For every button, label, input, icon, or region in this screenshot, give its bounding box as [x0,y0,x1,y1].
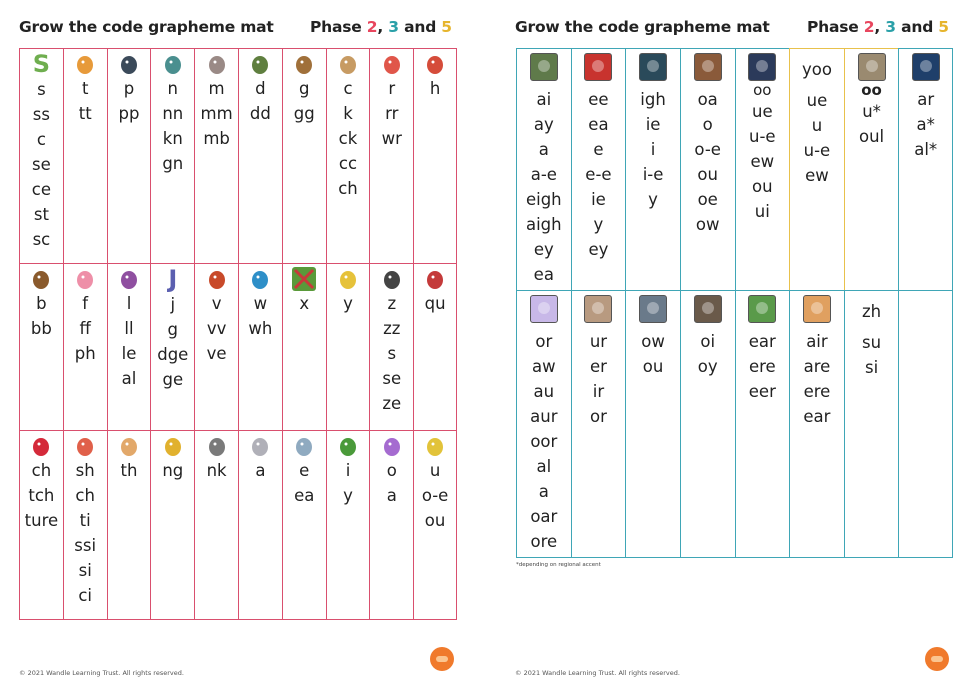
grapheme-grid-left [19,48,457,620]
grapheme: ee [588,90,609,109]
copyright: © 2021 Wandle Learning Trust. All rights reserved. [19,669,184,677]
grapheme: l [126,294,132,313]
grapheme: sh [75,461,95,480]
grapheme: ea [533,265,554,284]
grapheme: t [81,79,89,98]
grapheme: ere [803,382,831,401]
grapheme: h [429,79,441,98]
grapheme: al* [914,140,938,159]
grapheme: ss [32,105,50,124]
grapheme: ear [748,332,776,351]
grapheme: ew [805,166,829,185]
grapheme: ng [162,461,184,480]
iguana-icon [336,434,360,458]
grapheme: oi [700,332,716,351]
grapheme: oy [697,357,718,376]
goat-icon [292,52,316,76]
grapheme: st [33,205,49,224]
grapheme: u [811,116,823,135]
grapheme: ch [338,179,358,198]
grapheme: sc [32,230,51,249]
coin-icon [694,295,722,323]
lighthouse-icon [639,53,667,81]
thumbs-up-icon [117,434,141,458]
grapheme: ue [806,91,828,110]
grapheme: a* [916,115,935,134]
grapheme-cell [326,430,370,620]
grapheme: f [82,294,89,313]
grapheme: th [120,461,138,480]
grapheme: e [593,140,604,159]
grapheme: ce [31,180,52,199]
grapheme: si [864,358,879,377]
grapheme: ea [294,486,315,505]
grapheme: s [387,344,397,363]
grapheme-heading: zh [862,302,882,321]
grapheme: ti [79,511,91,530]
grapheme: ere [748,357,776,376]
grapheme: o-e [694,140,721,159]
wave-icon [248,267,272,291]
grapheme: ie [591,190,606,209]
queen-icon [423,267,447,291]
grapheme: er [589,357,607,376]
yoyo-icon [336,267,360,291]
camel-icon [336,52,360,76]
grapheme: au [533,382,555,401]
grapheme: ou [642,357,664,376]
grapheme: wr [381,129,402,148]
grapheme-cell [282,263,326,430]
zebra-icon [380,267,404,291]
page-title: Grow the code grapheme mat [515,18,770,36]
grapheme-cell [625,290,680,558]
duck-icon [248,52,272,76]
grapheme: se [32,155,51,174]
right-page [486,0,972,681]
grapheme-cell [735,290,790,558]
grapheme: u-e [803,141,831,160]
grapheme: w [253,294,268,313]
grapheme-cell [19,430,63,620]
grapheme: c [36,130,46,149]
grapheme-cell [898,48,953,290]
grapheme-cell [625,48,680,290]
grapheme: ck [338,129,358,148]
grapheme-cell [516,290,571,558]
umbrella-icon [423,434,447,458]
bear-icon [29,267,53,291]
grapheme: g [167,320,179,339]
octopus-icon [380,434,404,458]
grapheme: nk [206,461,227,480]
grapheme: nn [162,104,184,123]
net-icon [161,52,185,76]
grapheme: oor [530,432,558,451]
grapheme: or [589,407,607,426]
grapheme: b [36,294,47,313]
grapheme-cell [282,430,326,620]
grapheme: ey [533,240,554,259]
grapheme: ur [589,332,608,351]
grapheme-heading: oo [861,81,882,99]
grapheme: i-e [642,165,664,184]
grapheme: aigh [525,215,562,234]
grapheme: tt [78,104,92,123]
grapheme-cell [19,48,63,263]
grapheme: si [78,561,92,580]
rainbow-icon [380,52,404,76]
grapheme: a [386,486,397,505]
elephant-icon [292,434,316,458]
grapheme: ci [78,586,93,605]
grapheme: vv [206,319,227,338]
grapheme: or [535,332,553,351]
grapheme: al [121,369,137,388]
grapheme: le [121,344,137,363]
grapheme: ou [752,177,773,196]
grapheme: o [386,461,397,480]
grapheme-cell [571,48,626,290]
grapheme: kn [162,129,183,148]
grapheme: y [343,294,353,313]
grapheme: oa [697,90,718,109]
book-stand-icon [858,53,886,81]
grapheme: ch [75,486,95,505]
accent-note: *depending on regional accent [516,562,601,568]
grapheme: a-e [530,165,557,184]
grapheme: ir [592,382,605,401]
grapheme-cell [63,48,107,263]
grapheme: ge [162,370,184,389]
grapheme: are [803,357,831,376]
grapheme: o-e [421,486,449,505]
grapheme: eer [748,382,776,401]
grapheme: ff [79,319,91,338]
grapheme-cell [150,48,194,263]
grapheme: e-e [585,165,612,184]
cherries-icon [29,434,53,458]
grapheme: o [702,115,713,134]
grapheme: ve [206,344,227,363]
grapheme: i [345,461,351,480]
grapheme-cell [680,290,735,558]
hair-icon [803,295,831,323]
grapheme-cell [107,430,151,620]
grapheme: ey [588,240,609,259]
helicopter-icon [423,52,447,76]
grapheme: n [167,79,179,98]
phase-label: Phase 2, 3 and 5 [310,18,452,36]
grapheme-cell [789,48,844,290]
grapheme-cell [107,48,151,263]
grapheme: eigh [525,190,562,209]
grapheme-cell [63,430,107,620]
grapheme: m [208,79,225,98]
grapheme-cell [369,263,413,430]
owl-icon [639,295,667,323]
grapheme-cell [680,48,735,290]
grapheme: air [806,332,828,351]
sink-icon [205,434,229,458]
boat-icon [694,53,722,81]
grapheme: ze [382,394,402,413]
grapheme: ph [74,344,96,363]
ear-icon [748,295,776,323]
grapheme: ow [695,215,720,234]
phase-label: Phase 2, 3 and 5 [807,18,949,36]
grapheme-cell [107,263,151,430]
grapheme: v [211,294,222,313]
grapheme: g [298,79,310,98]
grapheme-cell [326,48,370,263]
grapheme-cell [571,290,626,558]
grapheme: cc [338,154,358,173]
grapheme: ai [536,90,552,109]
grapheme: ou [424,511,446,530]
grapheme-cell [516,48,571,290]
grapheme: r [388,79,396,98]
grapheme-cell [413,48,457,263]
grapheme-cell [194,48,238,263]
grapheme-cell [413,263,457,430]
grapheme: u [429,461,441,480]
grapheme-cell [194,430,238,620]
grapheme: y [648,190,658,209]
grapheme: dd [249,104,271,123]
grapheme: u* [862,102,881,121]
grapheme: c [343,79,353,98]
grapheme: u-e [749,127,776,146]
grapheme-cell [238,48,282,263]
grapheme-cell [19,263,63,430]
grapheme: tch [28,486,55,505]
grapheme: ea [588,115,609,134]
grapheme-cell [194,263,238,430]
grapheme: qu [424,294,446,313]
grapheme: zz [383,319,401,338]
grapheme: ear [803,407,831,426]
grapheme: k [343,104,353,123]
grapheme: ow [641,332,665,351]
grapheme: rr [385,104,399,123]
box-x-icon [292,267,316,291]
grapheme: s [37,80,46,99]
grapheme-cell [238,430,282,620]
tiger-icon [73,52,97,76]
grapheme: gn [162,154,184,173]
grapheme: ue [752,102,773,121]
j-letter-icon: J [168,265,178,293]
grapheme-cell [369,48,413,263]
grapheme-heading: yoo [801,60,832,79]
grapheme: a [538,482,549,501]
grapheme: mm [200,104,233,123]
grapheme: oul [858,127,885,146]
flamingo-icon [73,267,97,291]
grapheme: dge [157,345,189,364]
grapheme: y [343,486,353,505]
grapheme: gg [293,104,315,123]
grapheme-grid-right [516,48,953,558]
grapheme: oar [530,507,558,526]
grapheme-cell [735,48,790,290]
grapheme-cell [898,290,953,558]
grapheme: a [255,461,266,480]
grapheme: a [538,140,549,159]
grapheme-cell [150,263,194,430]
grapheme: oe [697,190,718,209]
grapheme: ie [645,115,661,134]
grapheme: y [593,215,604,234]
car-icon [584,53,612,81]
grapheme: pp [118,104,140,123]
grapheme: su [862,333,882,352]
grapheme: wh [248,319,273,338]
grapheme: x [299,294,310,313]
grapheme: al [536,457,552,476]
fur-icon [584,295,612,323]
grapheme: z [387,294,397,313]
grapheme: e [299,461,310,480]
grapheme: ay [533,115,554,134]
moon-icon [748,53,776,81]
grapheme-cell [789,290,844,558]
grapheme-cell [326,263,370,430]
page-title: Grow the code grapheme mat [19,18,274,36]
snail-icon [530,53,558,81]
grapheme-cell [844,290,899,558]
ring-icon [161,434,185,458]
grapheme: igh [640,90,666,109]
grapheme-cell [63,263,107,430]
copyright: © 2021 Wandle Learning Trust. All rights reserved. [515,669,680,677]
grapheme: ou [697,165,718,184]
unicorn-icon [530,295,558,323]
grapheme-heading: oo [753,81,772,99]
grapheme-cell [238,263,282,430]
grapheme: ore [530,532,558,551]
wandle-logo [925,647,949,671]
grapheme: ssi [74,536,97,555]
grapheme: bb [30,319,52,338]
grapheme-cell [844,48,899,290]
night-icon [912,53,940,81]
grapheme-cell [413,430,457,620]
volcano-icon [205,267,229,291]
grapheme: mb [203,129,230,148]
grapheme-cell [369,430,413,620]
grapheme: ll [124,319,134,338]
grapheme: d [255,79,266,98]
grapheme: aw [532,357,556,376]
grapheme: ui [754,202,770,221]
lolly-icon [117,267,141,291]
snake-icon: S [32,50,51,78]
grapheme-cell [150,430,194,620]
grapheme-cell [282,48,326,263]
astronaut-icon [248,434,272,458]
grapheme: ture [24,511,59,530]
grapheme: j [170,295,176,314]
grapheme: i [650,140,656,159]
grapheme: se [382,369,402,388]
grapheme: ew [750,152,775,171]
grapheme: aur [530,407,558,426]
penguin-icon [117,52,141,76]
mouse-icon [205,52,229,76]
grapheme: p [123,79,135,98]
shell-icon [73,434,97,458]
wandle-logo [430,647,454,671]
grapheme: ar [917,90,935,109]
grapheme: ch [31,461,52,480]
